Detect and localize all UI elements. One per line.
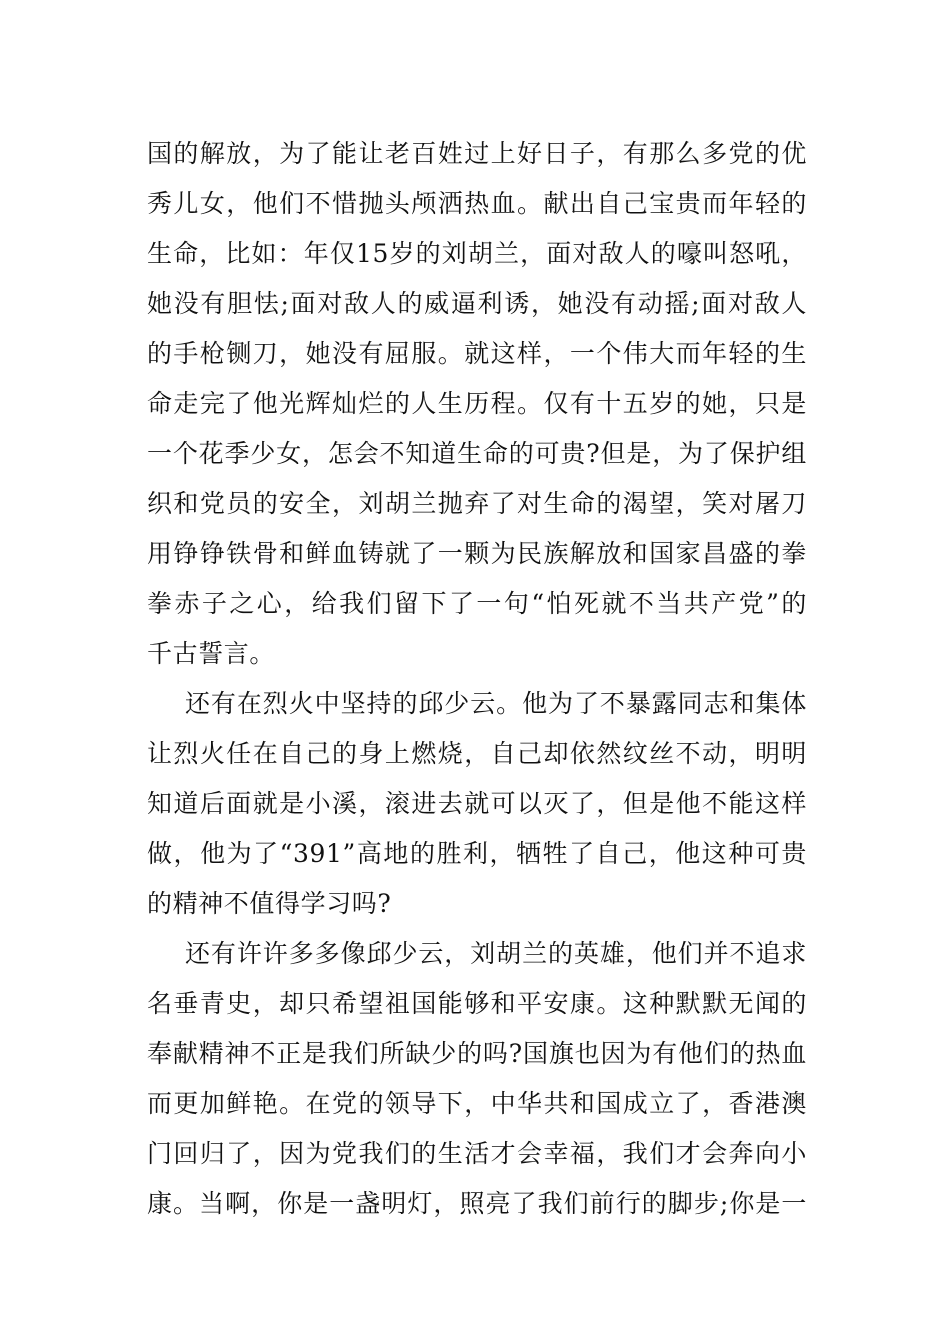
text-line: 千古誓言。 — [147, 639, 276, 668]
document-body — [147, 129, 807, 1229]
text-line: 命走完了他光辉灿烂的人生历程。仅有十五岁的她，只是 — [147, 389, 807, 418]
paragraph — [147, 679, 807, 929]
text-line: 国的解放，为了能让老百姓过上好日子，有那么多党的优 — [147, 139, 807, 168]
text-line: 她没有胆怯;面对敌人的威逼利诱，她没有动摇;面对敌人 — [147, 289, 807, 318]
text-line: 的手枪铡刀，她没有屈服。就这样，一个伟大而年轻的生 — [147, 339, 807, 368]
text-line: 还有许许多多像邱少云，刘胡兰的英雄，他们并不追求 — [185, 939, 807, 968]
text-line: 名垂青史，却只希望祖国能够和平安康。这种默默无闻的 — [147, 989, 807, 1018]
text-line: 还有在烈火中坚持的邱少云。他为了不暴露同志和集体 — [185, 689, 807, 718]
text-line: 做，他为了“391”高地的胜利，牺牲了自己，他这种可贵 — [147, 839, 807, 868]
text-line: 织和党员的安全，刘胡兰抛弃了对生命的渴望，笑对屠刀 — [147, 489, 807, 518]
paragraph — [147, 929, 807, 1229]
text-line: 而更加鲜艳。在党的领导下，中华共和国成立了，香港澳 — [147, 1089, 807, 1118]
text-line: 秀儿女，他们不惜抛头颅洒热血。献出自己宝贵而年轻的 — [147, 189, 807, 218]
text-line: 门回归了，因为党我们的生活才会幸福，我们才会奔向小 — [147, 1139, 807, 1168]
text-line: 的精神不值得学习吗? — [147, 889, 392, 918]
text-line: 奉献精神不正是我们所缺少的吗?国旗也因为有他们的热血 — [147, 1039, 807, 1068]
text-line: 一个花季少女，怎会不知道生命的可贵?但是，为了保护组 — [147, 439, 807, 468]
text-line: 康。当啊，你是一盏明灯，照亮了我们前行的脚步;你是一 — [147, 1189, 807, 1218]
text-line: 拳赤子之心，给我们留下了一句“怕死就不当共产党”的 — [147, 589, 807, 618]
text-line: 用铮铮铁骨和鲜血铸就了一颗为民族解放和国家昌盛的拳 — [147, 539, 807, 568]
text-line: 让烈火任在自己的身上燃烧，自己却依然纹丝不动，明明 — [147, 739, 807, 768]
paragraph — [147, 129, 807, 679]
text-line: 生命，比如：年仅15岁的刘胡兰，面对敌人的嚎叫怒吼， — [147, 239, 807, 268]
text-line: 知道后面就是小溪，滚进去就可以灭了，但是他不能这样 — [147, 789, 807, 818]
